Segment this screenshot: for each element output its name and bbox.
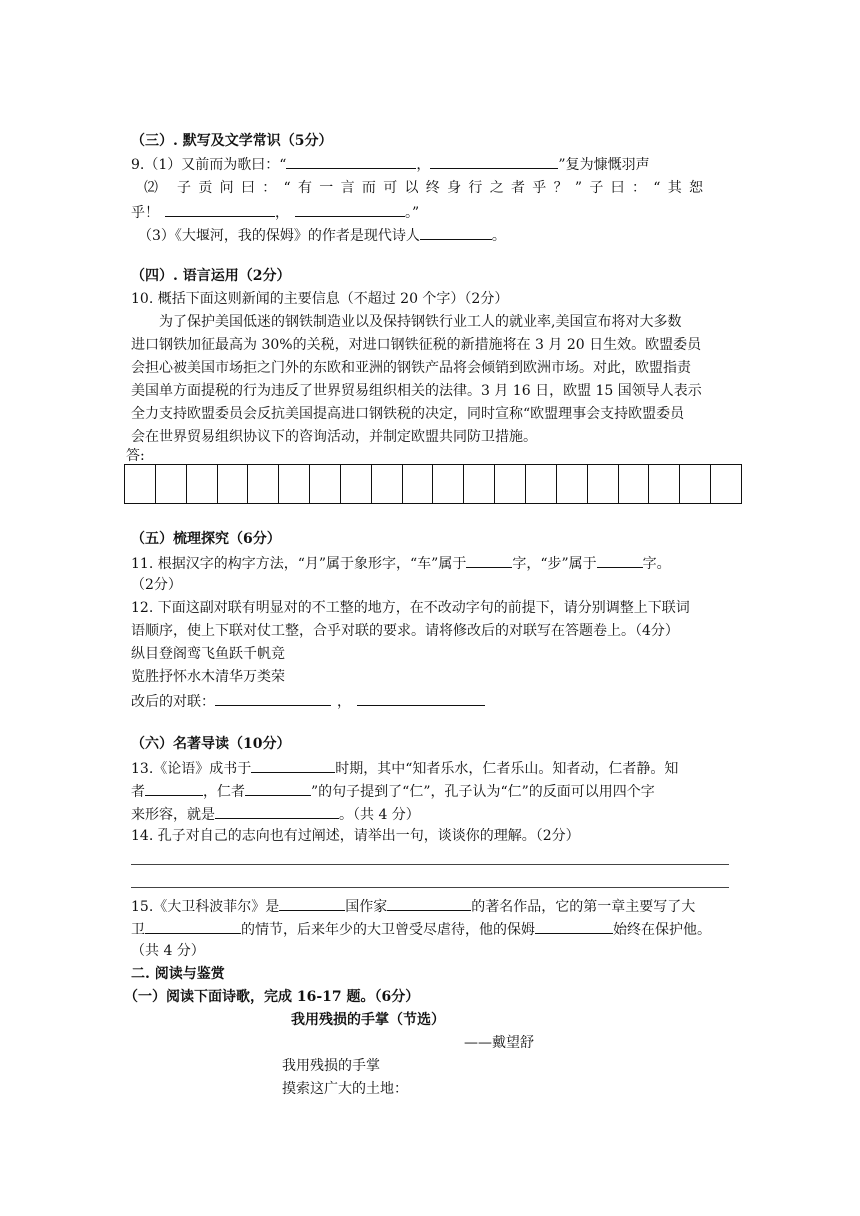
news-paragraph-line: 全力支持欧盟委员会反抗美国提高进口钢铁税的决定，同时宣称“欧盟理事会支持欧盟委员 xyxy=(131,406,685,422)
answer-rule[interactable] xyxy=(131,864,729,865)
answer-rule[interactable] xyxy=(131,887,729,888)
grid-cell[interactable] xyxy=(310,465,341,503)
part-2-heading: 二. 阅读与鉴赏 xyxy=(131,966,225,982)
couplet-line: 览胜抒怀水木清华万类荣 xyxy=(131,669,285,685)
answer-blank[interactable] xyxy=(357,689,485,706)
question-13: 13.《论语》成书于 时期，其中“知者乐水，仁者乐山。知者动，仁者静。知 xyxy=(131,756,678,780)
question-9-2-cont: 乎！ ， 。” xyxy=(131,200,419,224)
answer-blank[interactable] xyxy=(215,802,339,819)
question-13-cont: 者 ，仁者 ”的句子提到了“仁”，孔子认为“仁”的反面可以用四个字 xyxy=(131,779,655,803)
answer-blank[interactable] xyxy=(279,894,345,911)
grid-cell[interactable] xyxy=(619,465,650,503)
question-10: 10. 概括下面这则新闻的主要信息（不超过 20 个字）（2分） xyxy=(131,291,509,307)
question-15-cont: 卫 的情节，后来年少的大卫曾受尽虐待，他的保姆 始终在保护他。 xyxy=(131,917,711,941)
grid-cell[interactable] xyxy=(248,465,279,503)
grid-cell[interactable] xyxy=(711,465,741,503)
grid-cell[interactable] xyxy=(156,465,187,503)
answer-blank[interactable] xyxy=(145,917,241,934)
answer-blank[interactable] xyxy=(145,779,203,796)
question-15-score: （共 4 分） xyxy=(131,943,205,959)
grid-cell[interactable] xyxy=(526,465,557,503)
part-2-sub-heading: （一）阅读下面诗歌，完成 16-17 题。（6分） xyxy=(124,989,420,1005)
poem-line: 我用残损的手掌 xyxy=(282,1058,380,1074)
answer-blank[interactable] xyxy=(597,551,643,568)
question-13-cont: 来形容，就是 。（共 4 分） xyxy=(131,802,420,826)
couplet-line: 纵目登阁鸾飞鱼跃千帆竞 xyxy=(131,646,285,662)
question-15: 15.《大卫科波菲尔》是 国作家 的著名作品，它的第一章主要写了大 xyxy=(131,894,695,918)
grid-cell[interactable] xyxy=(403,465,434,503)
question-11-score: （2分） xyxy=(131,577,182,593)
poem-title: 我用残损的手掌（节选） xyxy=(291,1012,445,1028)
question-9-2: ⑵ 子贡问曰：“有一言而可以终身行之者乎？”子曰：“其恕 xyxy=(144,180,711,196)
section-6-heading: （六）名著导读（10分） xyxy=(131,736,291,752)
grid-cell[interactable] xyxy=(279,465,310,503)
grid-cell[interactable] xyxy=(341,465,372,503)
grid-cell[interactable] xyxy=(372,465,403,503)
answer-blank[interactable] xyxy=(295,200,405,217)
section-5-heading: （五）梳理探究（6分） xyxy=(131,531,281,547)
grid-cell[interactable] xyxy=(218,465,249,503)
question-11: 11. 根据汉字的构字方法，“月”属于象形字，“车”属于 字，“步”属于 字。 xyxy=(131,551,671,575)
question-9-1: 9.（1）又前而为歌曰：“ ， ”复为慷慨羽声 xyxy=(131,152,650,176)
grid-cell[interactable] xyxy=(464,465,495,503)
grid-cell[interactable] xyxy=(588,465,619,503)
news-paragraph-line: 为了保护美国低迷的钢铁制造业以及保持钢铁行业工人的就业率,美国宣布将对大多数 xyxy=(159,314,682,330)
answer-label: 答: xyxy=(126,448,145,464)
section-3-heading: （三）. 默写及文学常识（5分） xyxy=(131,133,333,149)
answer-blank[interactable] xyxy=(466,551,512,568)
question-14: 14. 孔子对自己的志向也有过阐述，请举出一句，谈谈你的理解。（2分） xyxy=(131,828,580,844)
poem-line: 摸索这广大的土地： xyxy=(282,1081,408,1097)
question-9-3: （3）《大堰河，我的保姆》的作者是现代诗人 。 xyxy=(138,223,506,247)
answer-blank[interactable] xyxy=(387,894,471,911)
news-paragraph-line: 进口钢铁加征最高为 30%的关税，对进口钢铁征税的新措施将在 3 月 20 日生效。欧盟委员 xyxy=(131,337,702,353)
question-12-line: 12. 下面这副对联有明显对的不工整的地方，在不改动字句的前提下，请分别调整上下联词 xyxy=(131,600,690,616)
news-paragraph-line: 美国单方面提税的行为违反了世界贸易组织相关的法律。3 月 16 日，欧盟 15 国领导人表示 xyxy=(131,383,702,399)
grid-cell[interactable] xyxy=(557,465,588,503)
grid-cell[interactable] xyxy=(125,465,156,503)
answer-blank[interactable] xyxy=(251,756,335,773)
answer-blank[interactable] xyxy=(215,689,331,706)
answer-blank[interactable] xyxy=(535,917,613,934)
grid-cell[interactable] xyxy=(187,465,218,503)
revised-couplet: 改后的对联： ， xyxy=(131,689,485,713)
section-4-heading: （四）. 语言运用（2分） xyxy=(131,268,291,284)
grid-cell[interactable] xyxy=(495,465,526,503)
grid-cell[interactable] xyxy=(680,465,711,503)
news-paragraph-line: 会担心被美国市场拒之门外的东欧和亚洲的钢铁产品将会倾销到欧洲市场。对此，欧盟指责 xyxy=(131,360,691,376)
question-12-line: 语顺序，使上下联对仗工整，合乎对联的要求。请将修改后的对联写在答题卷上。（4分） xyxy=(131,623,679,639)
answer-blank[interactable] xyxy=(430,152,558,169)
news-paragraph-line: 会在世界贸易组织协议下的咨询活动，并制定欧盟共同防卫措施。 xyxy=(131,429,537,445)
answer-grid[interactable] xyxy=(124,464,742,504)
answer-blank[interactable] xyxy=(165,200,275,217)
poem-author: ——戴望舒 xyxy=(464,1035,534,1051)
grid-cell[interactable] xyxy=(433,465,464,503)
answer-blank[interactable] xyxy=(245,779,311,796)
answer-blank[interactable] xyxy=(420,223,492,240)
grid-cell[interactable] xyxy=(649,465,680,503)
answer-blank[interactable] xyxy=(286,152,416,169)
